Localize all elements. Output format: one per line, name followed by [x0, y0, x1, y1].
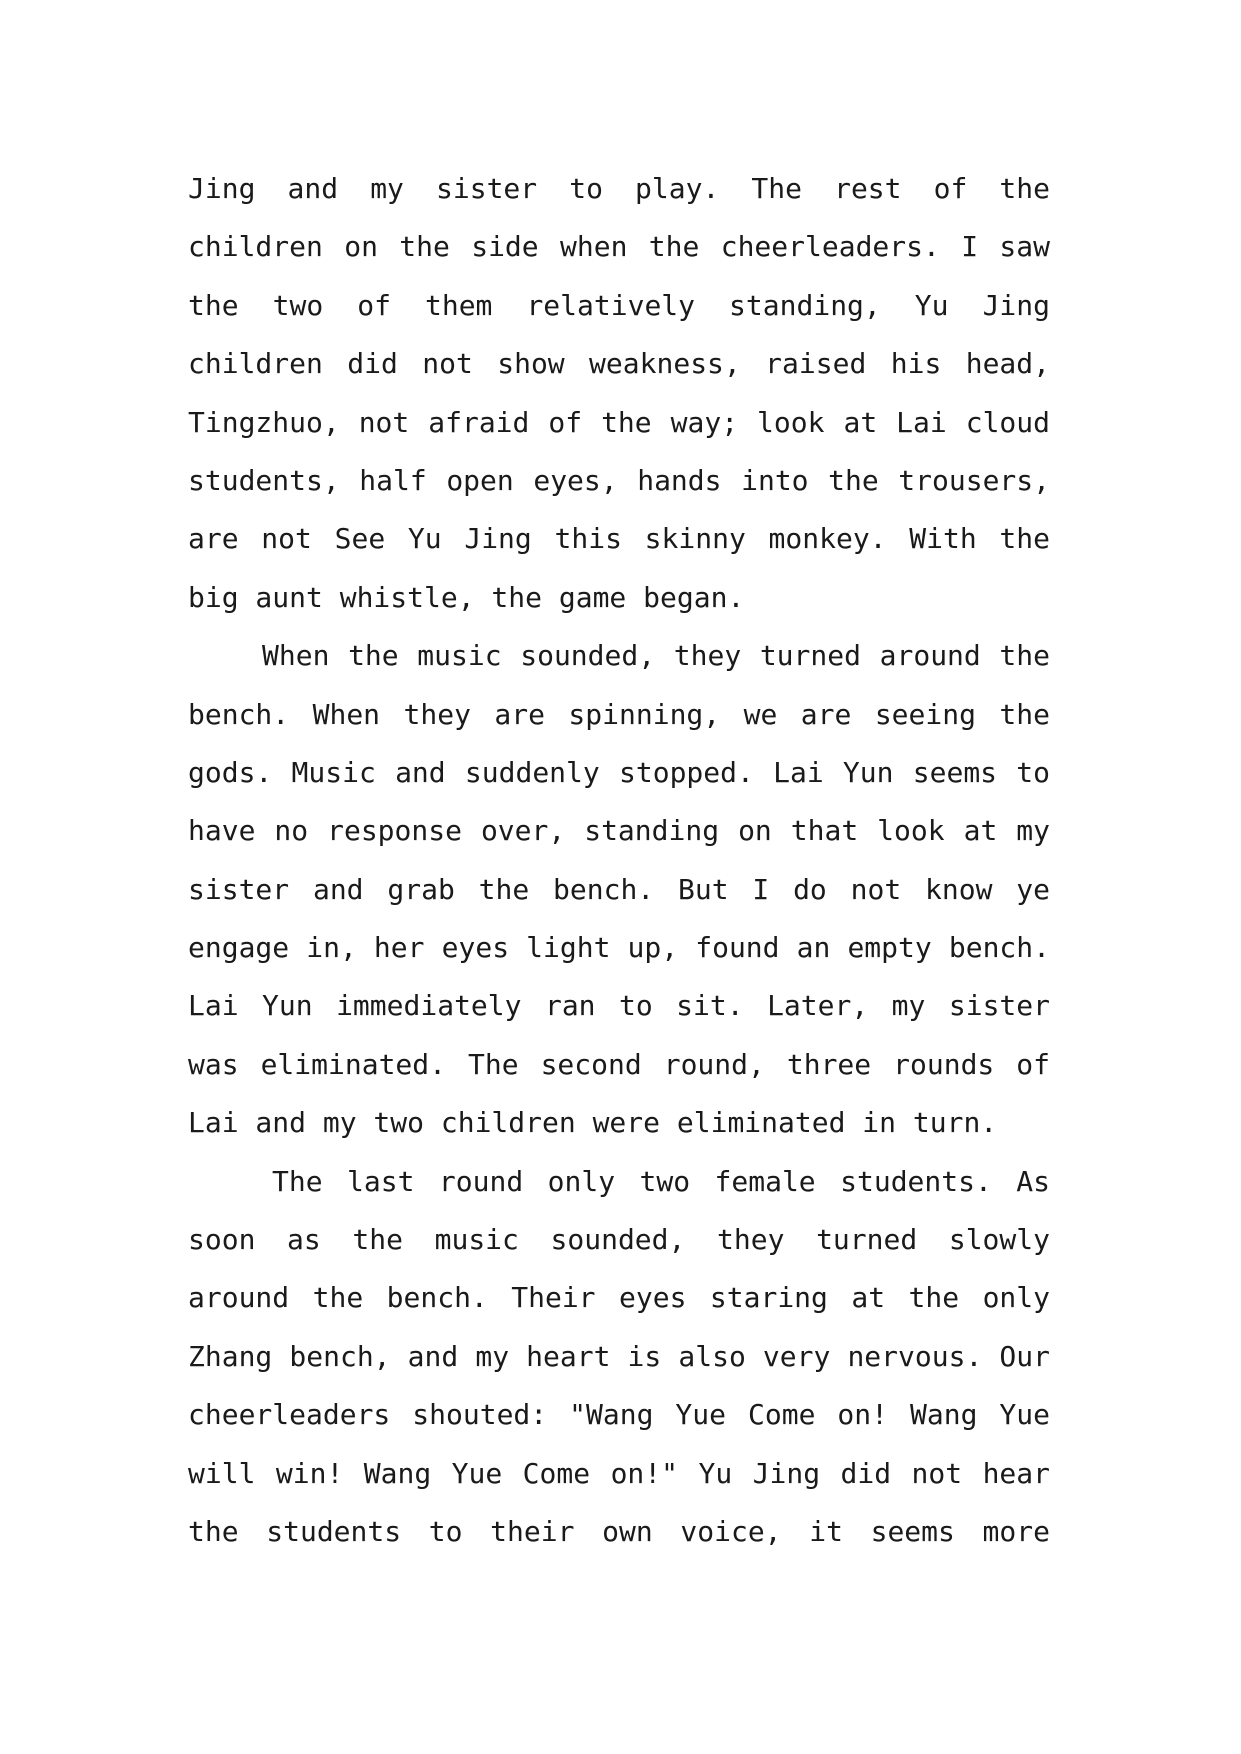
text-line: children did not show weakness, raised his head,	[188, 347, 1050, 381]
text-line: Jing and my sister to play. The rest of the	[188, 172, 1050, 205]
text-line: around the bench. Their eyes staring at the only	[188, 1281, 1050, 1315]
text-line: have no response over, standing on that look at my	[188, 814, 1050, 848]
text-line: The last round only two female students. As	[272, 1164, 1050, 1198]
text-line: Lai Yun immediately ran to sit. Later, my sister	[188, 989, 1050, 1023]
text-line: the students to their own voice, it seems more	[188, 1514, 1050, 1548]
text-line: children on the side when the cheerleaders. I saw	[188, 230, 1050, 264]
text-line: cheerleaders shouted: "Wang Yue Come on! Wang Yue	[188, 1398, 1050, 1432]
text-line: bench. When they are spinning, we are seeing the	[188, 697, 1050, 731]
body-text	[188, 160, 1050, 1561]
text-line: Zhang bench, and my heart is also very nervous. Our	[188, 1339, 1050, 1373]
text-line: will win! Wang Yue Come on!" Yu Jing did not hear	[188, 1456, 1050, 1490]
text-line: engage in, her eyes light up, found an empty bench.	[188, 931, 1050, 965]
text-line: Tingzhuo, not afraid of the way; look at Lai cloud	[188, 405, 1050, 439]
text-line: gods. Music and suddenly stopped. Lai Yun seems to	[188, 755, 1050, 789]
text-line: the two of them relatively standing, Yu Jing	[188, 288, 1050, 322]
text-line: students, half open eyes, hands into the trousers,	[188, 463, 1050, 497]
text-line: Lai and my two children were eliminated in turn.	[188, 1106, 998, 1140]
text-line: When the music sounded, they turned around the	[262, 639, 1050, 673]
text-line: soon as the music sounded, they turned slowly	[188, 1223, 1050, 1257]
text-line: sister and grab the bench. But I do not know ye	[188, 872, 1050, 906]
text-line: big aunt whistle, the game began.	[188, 580, 745, 614]
text-line: was eliminated. The second round, three rounds of	[188, 1047, 1050, 1081]
text-line: are not See Yu Jing this skinny monkey. With the	[188, 522, 1050, 556]
